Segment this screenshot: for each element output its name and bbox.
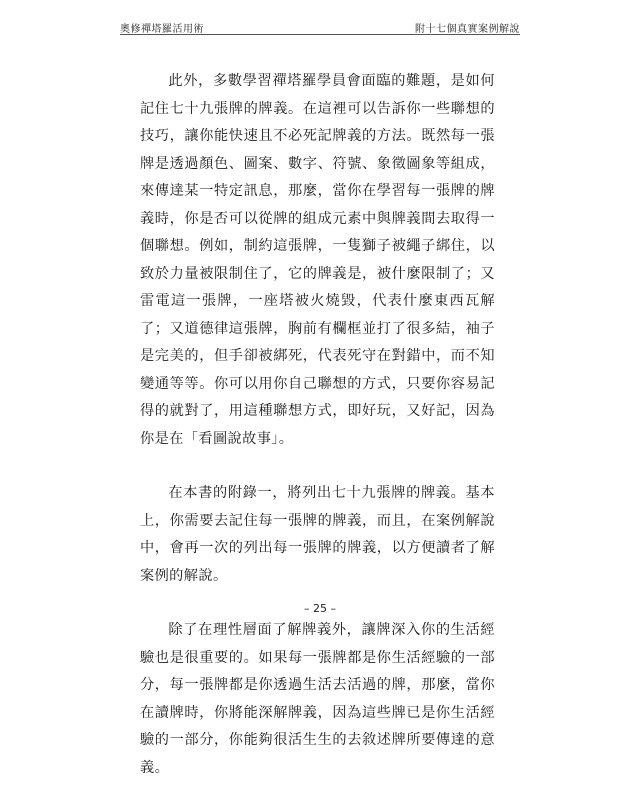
page-number: – 25 – <box>304 602 336 615</box>
running-header <box>120 17 520 35</box>
book-title: 奧修禪塔羅活用術 <box>120 24 204 35</box>
header-rule <box>120 34 520 35</box>
chapter-title: 附十七個真實案例解說 <box>415 24 520 35</box>
paragraph-life-experience: 除了在理性層面了解牌義外，讓牌深入你的生活經驗也是很重要的。如果每一張牌都是你生活經驗的一部分，每一張牌都是你透過生活去活過的牌，那麼，當你在讀牌時，你將能深解牌義，因為這些牌已是你生活經驗的一部分，你能夠很活生生的去敘述牌所要傳達的意義。 <box>140 622 495 776</box>
paragraph-appendix: 在本書的附錄一，將列出七十九張牌的牌義。基本上，你需要去記住每一張牌的牌義，而且，在案例解說中，會再一次的列出每一張牌的牌義，以方便讀者了解案例的解說。 <box>140 485 495 584</box>
body-text <box>140 68 495 809</box>
paragraph-memorization: 此外，多數學習禪塔羅學員會面臨的難題，是如何記住七十九張牌的牌義。在這裡可以告訴你一些聯想的技巧，讓你能快速且不必死記牌義的方法。既然每一張牌是透過顏色、圖案、數字、符號、象徵圖象等組成，來傳達某一特定訊息，那麼，當你在學習每一張牌的牌義時，你是否可以從牌的組成元素中與牌義間去取得一個聯想。例如，制約這張牌，一隻獅子被繩子綁住，以致於力量被限制住了，它的牌義是，被什麼限制了；又雷電這一張牌，一座塔被火燒毀，代表什麼東西瓦解了；又道德律這張牌，胸前有欄框並打了很多結，袖子是完美的，但手卻被綁死，代表死守在對錯中，而不知變通等等。你可以用你自己聯想的方式，只要你容易記得的就對了，用這種聯想方式，即好玩，又好記，因為你是在「看圖說故事」。 <box>140 73 495 447</box>
